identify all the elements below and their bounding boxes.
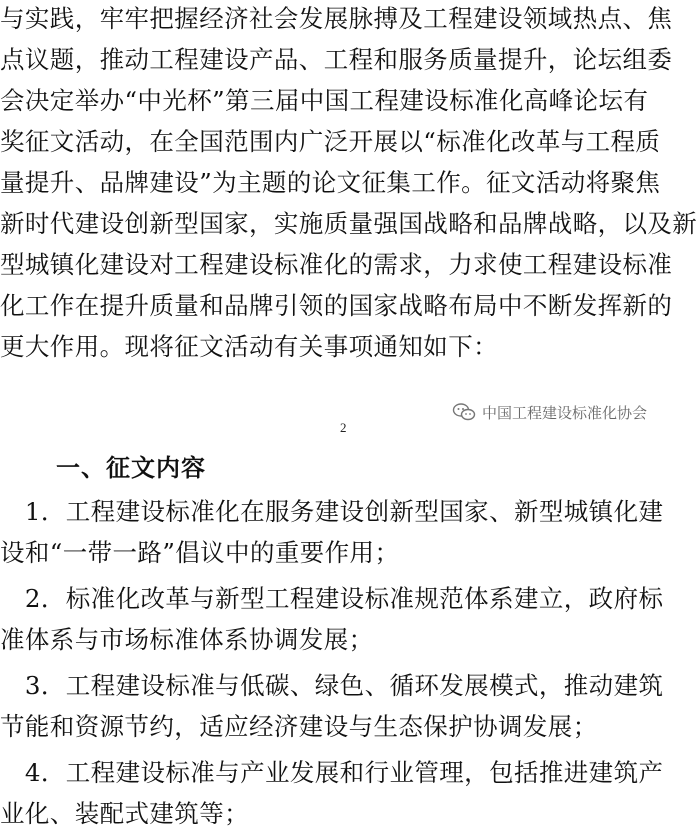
watermark <box>452 400 647 424</box>
list-line: 3．工程建设标准与低碳、绿色、循环发展模式，推动建筑 <box>0 671 664 700</box>
paragraph-line: 与实践，牢牢把握经济社会发展脉搏及工程建设领域热点、焦 <box>0 4 673 33</box>
paragraph-line: 点议题，推动工程建设产品、工程和服务质量提升，论坛组委 <box>0 45 673 74</box>
paragraph-line: 更大作用。现将征文活动有关事项通知如下： <box>0 332 498 361</box>
list-line: 1．工程建设标准化在服务建设创新型国家、新型城镇化建 <box>0 497 664 526</box>
paragraph-line: 奖征文活动，在全国范围内广泛开展以“标准化改革与工程质 <box>0 127 661 156</box>
paragraph-line: 型城镇化建设对工程建设标准化的需求，力求使工程建设标准 <box>0 250 673 279</box>
paragraph-line: 新时代建设创新型国家，实施质量强国战略和品牌战略，以及新 <box>0 209 698 238</box>
paragraph-line: 会决定举办“中光杯”第三届中国工程建设标准化高峰论坛有 <box>0 86 649 115</box>
list-line: 2．标准化改革与新型工程建设标准规范体系建立，政府标 <box>0 584 664 613</box>
list-line: 设和“一带一路”倡议中的重要作用； <box>0 538 400 567</box>
wechat-icon <box>452 402 476 422</box>
watermark-text: 中国工程建设标准化协会 <box>482 403 648 422</box>
page-number: 2 <box>340 420 347 435</box>
paragraph-line: 量提升、品牌建设”为主题的论文征集工作。征文活动将聚焦 <box>0 168 661 197</box>
section-heading: 一、征文内容 <box>56 454 206 482</box>
paragraph-line: 化工作在提升质量和品牌引领的国家战略布局中不断发挥新的 <box>0 291 673 320</box>
list-line: 节能和资源节约，适应经济建设与生态保护协调发展； <box>0 712 598 741</box>
list-line: 准体系与市场标准体系协调发展； <box>0 625 374 654</box>
list-line: 4．工程建设标准与产业发展和行业管理，包括推进建筑产 <box>0 758 664 787</box>
list-line: 业化、装配式建筑等； <box>0 799 249 828</box>
